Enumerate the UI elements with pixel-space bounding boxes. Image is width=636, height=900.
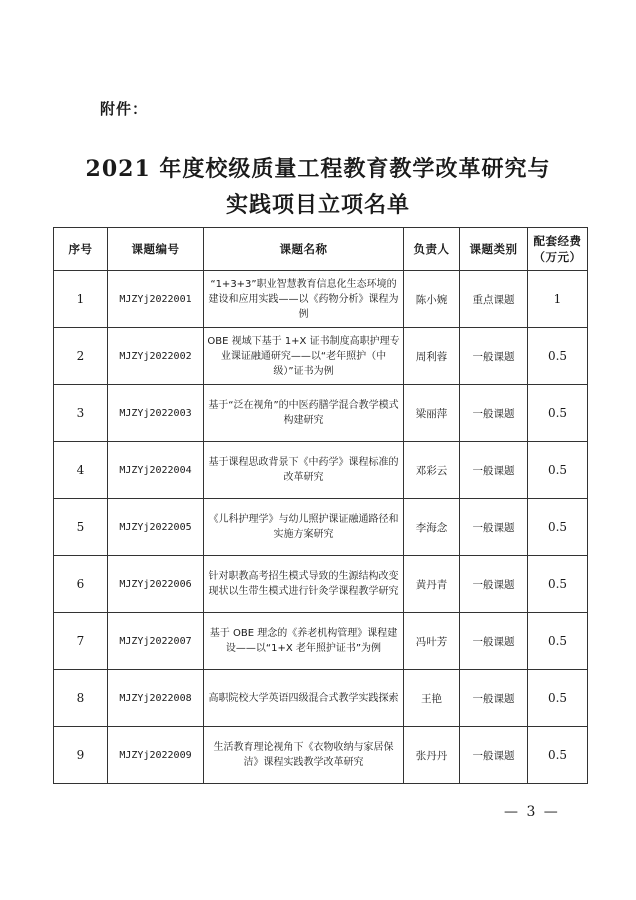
- cell-name: 基于课程思政背景下《中药学》课程标准的改革研究: [204, 442, 404, 499]
- cell-category: 一般课题: [460, 499, 528, 556]
- cell-code: MJZYj2022002: [108, 328, 204, 385]
- header-leader: 负责人: [404, 228, 460, 271]
- cell-funds: 0.5: [528, 442, 588, 499]
- cell-funds: 0.5: [528, 499, 588, 556]
- header-seq: 序号: [54, 228, 108, 271]
- cell-category: 一般课题: [460, 556, 528, 613]
- cell-seq: 4: [54, 442, 108, 499]
- header-category: 课题类别: [460, 228, 528, 271]
- cell-seq: 5: [54, 499, 108, 556]
- cell-code: MJZYj2022004: [108, 442, 204, 499]
- cell-seq: 6: [54, 556, 108, 613]
- table-row: [54, 442, 588, 499]
- project-list-table: [53, 227, 588, 784]
- cell-code: MJZYj2022007: [108, 613, 204, 670]
- cell-leader: 张丹丹: [404, 727, 460, 784]
- table-row: [54, 499, 588, 556]
- cell-leader: 梁丽萍: [404, 385, 460, 442]
- table-header-row: [54, 228, 588, 271]
- table-row: [54, 556, 588, 613]
- page-number: — 3 —: [504, 804, 560, 820]
- cell-leader: 李海念: [404, 499, 460, 556]
- cell-code: MJZYj2022001: [108, 271, 204, 328]
- cell-name: OBE 视域下基于 1+X 证书制度高职护理专业课证融通研究——以“老年照护（中级）”证书为例: [204, 328, 404, 385]
- document-title-line-2: 实践项目立项名单: [225, 192, 410, 218]
- cell-funds: 0.5: [528, 328, 588, 385]
- cell-name: “1+3+3”职业智慧教育信息化生态环境的建设和应用实践——以《药物分析》课程为例: [204, 271, 404, 328]
- cell-category: 一般课题: [460, 385, 528, 442]
- table-row: [54, 271, 588, 328]
- table-row: [54, 727, 588, 784]
- cell-funds: 0.5: [528, 385, 588, 442]
- cell-name: 生活教育理论视角下《衣物收纳与家居保洁》课程实践教学改革研究: [204, 727, 404, 784]
- cell-funds: 0.5: [528, 727, 588, 784]
- cell-code: MJZYj2022005: [108, 499, 204, 556]
- cell-seq: 2: [54, 328, 108, 385]
- cell-name: 高职院校大学英语四级混合式教学实践探索: [204, 670, 404, 727]
- cell-funds: 1: [528, 271, 588, 328]
- cell-leader: 周利蓉: [404, 328, 460, 385]
- table-row: [54, 385, 588, 442]
- cell-name: 基于“泛在视角”的中医药膳学混合教学模式构建研究: [204, 385, 404, 442]
- cell-seq: 8: [54, 670, 108, 727]
- cell-name: 《儿科护理学》与幼儿照护课证融通路径和实施方案研究: [204, 499, 404, 556]
- cell-leader: 陈小婉: [404, 271, 460, 328]
- cell-code: MJZYj2022009: [108, 727, 204, 784]
- cell-leader: 黄丹青: [404, 556, 460, 613]
- cell-category: 一般课题: [460, 613, 528, 670]
- cell-code: MJZYj2022008: [108, 670, 204, 727]
- cell-seq: 7: [54, 613, 108, 670]
- table-row: [54, 328, 588, 385]
- cell-leader: 邓彩云: [404, 442, 460, 499]
- cell-category: 一般课题: [460, 670, 528, 727]
- cell-leader: 王艳: [404, 670, 460, 727]
- header-code: 课题编号: [108, 228, 204, 271]
- cell-funds: 0.5: [528, 556, 588, 613]
- attachment-label: 附件：: [100, 100, 149, 118]
- cell-code: MJZYj2022003: [108, 385, 204, 442]
- cell-category: 一般课题: [460, 442, 528, 499]
- cell-seq: 1: [54, 271, 108, 328]
- cell-category: 一般课题: [460, 328, 528, 385]
- cell-seq: 3: [54, 385, 108, 442]
- table-row: [54, 613, 588, 670]
- header-name: 课题名称: [204, 228, 404, 271]
- cell-funds: 0.5: [528, 613, 588, 670]
- cell-funds: 0.5: [528, 670, 588, 727]
- cell-name: 基于 OBE 理念的《养老机构管理》课程建设——以“1+X 老年照护证书”为例: [204, 613, 404, 670]
- cell-name: 针对职教高考招生模式导致的生源结构改变现状以生带生模式进行针灸学课程教学研究: [204, 556, 404, 613]
- cell-leader: 冯叶芳: [404, 613, 460, 670]
- cell-code: MJZYj2022006: [108, 556, 204, 613]
- document-title-line-1: 2021 年度校级质量工程教育教学改革研究与: [85, 156, 551, 182]
- header-funds: 配套经费（万元）: [528, 228, 588, 271]
- cell-category: 一般课题: [460, 727, 528, 784]
- cell-category: 重点课题: [460, 271, 528, 328]
- cell-seq: 9: [54, 727, 108, 784]
- table-row: [54, 670, 588, 727]
